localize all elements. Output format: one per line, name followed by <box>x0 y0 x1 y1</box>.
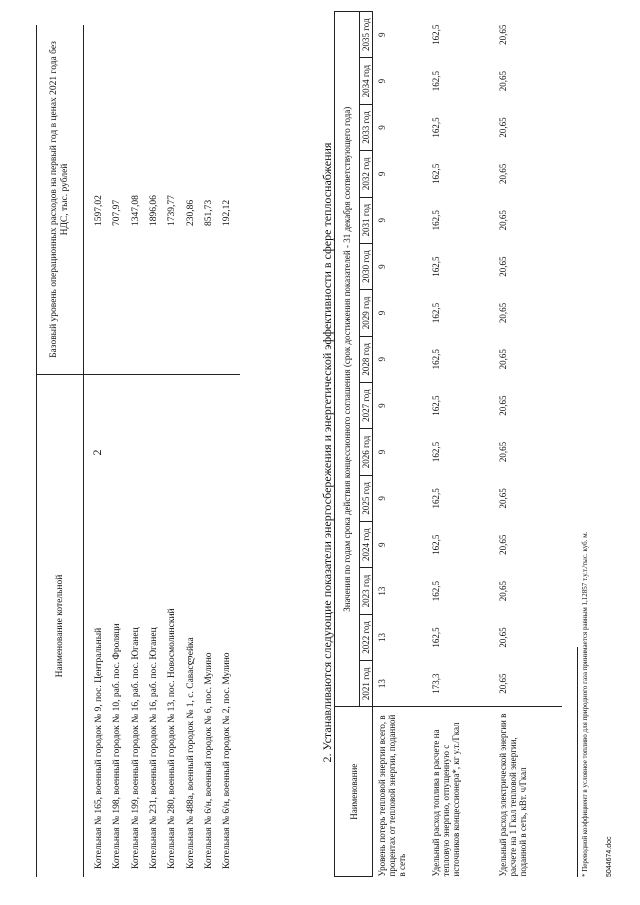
indicator-value: 20,65 <box>498 488 508 509</box>
boiler-value: 1347,08 <box>130 195 141 226</box>
boiler-value: 1597,02 <box>94 195 105 226</box>
table-row <box>200 25 218 877</box>
table1-header-name: Наименование котельной <box>37 375 84 878</box>
year-header: 2026 год <box>360 429 373 475</box>
boiler-name: Котельная № 165, военный городок № 9, пос. Центральный <box>84 375 109 878</box>
boiler-value: 1739,77 <box>167 195 178 226</box>
indicator-value: 20,65 <box>498 163 508 184</box>
boiler-name: Котельная № 488а, военный городок № 1, с. Савасლейка <box>181 375 199 878</box>
table-row <box>84 25 109 877</box>
table-row <box>145 25 163 877</box>
indicator-value: 9 <box>377 496 387 501</box>
indicator-value: 20,65 <box>498 71 508 92</box>
boiler-value: 851,73 <box>203 199 214 226</box>
year-header: 2027 год <box>360 382 373 428</box>
indicator-value: 9 <box>377 125 387 130</box>
boiler-name: Котельная № 231, военный городок № 16, раб. пос. Юганец <box>145 375 163 878</box>
indicator-value: 20,65 <box>498 673 508 694</box>
boiler-name: Котельная № 199, военный городок № 16, раб. пос. Юганец <box>127 375 145 878</box>
table-row <box>218 25 240 877</box>
table-row <box>427 12 494 877</box>
indicator-value: 9 <box>377 171 387 177</box>
indicator-value: 9 <box>377 78 387 84</box>
indicator-value: 20,65 <box>498 534 508 555</box>
year-header: 2032 год <box>360 151 373 197</box>
indicator-value: 9 <box>377 310 387 316</box>
indicator-value: 20,65 <box>498 117 508 138</box>
indicator-value: 9 <box>377 32 387 37</box>
indicator-value: 20,65 <box>498 441 508 463</box>
table-row <box>494 12 562 877</box>
indicator-value: 162,5 <box>431 24 441 45</box>
indicator-name: Удельный расход топлива в расчете на тепловую энергию, отпущенную с источников концессионера*, кг у.т./Гкал <box>427 707 494 877</box>
indicator-value: 9 <box>377 264 387 269</box>
year-header: 2022 год <box>360 614 373 660</box>
section-heading: 2. Устанавливаются следующие показатели энергосбережения и энергетической эффективности в сфере теплоснабжения <box>320 142 334 763</box>
indicator-value: 20,65 <box>498 395 508 416</box>
indicator-value: 162,5 <box>431 627 441 648</box>
efficiency-indicators-table <box>334 11 562 877</box>
indicator-value: 20,65 <box>498 210 508 231</box>
boiler-value: 707,97 <box>112 199 123 226</box>
year-header: 2024 год <box>360 522 373 568</box>
page-number: 2 <box>90 449 104 456</box>
footnote: * Переводной коэффициент в условное топливо для природного газа принимается равным 1,12857 т.у.т./тыс. куб. м. <box>581 531 589 877</box>
indicator-value: 162,5 <box>431 210 441 231</box>
indicator-value: 9 <box>377 357 387 362</box>
indicator-value: 13 <box>377 586 387 596</box>
year-header: 2023 год <box>360 568 373 614</box>
indicator-value: 162,5 <box>431 163 441 184</box>
year-header: 2034 год <box>360 58 373 104</box>
indicator-value: 173,3 <box>431 673 441 694</box>
boiler-value: 230,86 <box>185 199 196 226</box>
boiler-opex-table <box>36 25 240 877</box>
indicator-value: 9 <box>377 542 387 547</box>
boiler-name: Котельная № 198, военный городок № 10, раб. пос. Фроляци <box>108 375 126 878</box>
boiler-name: Котельная № 6/н, военный городок № 6, пос. Мулино <box>200 375 218 878</box>
year-header: 2030 год <box>360 243 373 289</box>
table-row <box>181 25 199 877</box>
indicator-value: 20,65 <box>498 256 508 277</box>
boiler-value: 192,12 <box>222 199 233 226</box>
indicator-value: 9 <box>377 217 387 223</box>
indicator-value: 162,5 <box>431 117 441 138</box>
table-row <box>127 25 145 877</box>
indicator-value: 162,5 <box>431 256 441 277</box>
indicator-value: 20,65 <box>498 302 508 324</box>
indicator-name: Удельный расход электрической энергии в расчете на 1 Гкал тепловой энергии, поданной в сеть, кВт. ч/Гкал <box>494 707 562 877</box>
table2-header-name: Наименование <box>335 707 373 877</box>
indicator-value: 9 <box>377 403 387 408</box>
document-id: 5044674.doc <box>606 836 613 877</box>
indicator-value: 13 <box>377 679 387 689</box>
year-header: 2028 год <box>360 336 373 382</box>
indicator-value: 20,65 <box>498 349 508 370</box>
indicator-value: 162,5 <box>431 302 441 324</box>
footnote-rule <box>577 647 578 877</box>
table1-header-value: Базовый уровень операционных расходов на первый год в ценах 2021 года без НДС, тыс. рублей <box>37 25 84 375</box>
indicator-value: 20,65 <box>498 24 508 45</box>
year-header: 2035 год <box>360 12 373 58</box>
indicator-value: 162,5 <box>431 71 441 92</box>
indicator-name: Уровень потерь тепловой энергии всего, в процентах от тепловой энергии, поданной в сеть <box>373 707 428 877</box>
indicator-value: 162,5 <box>431 534 441 555</box>
table-row <box>163 25 181 877</box>
indicator-value: 162,5 <box>431 441 441 463</box>
indicator-value: 162,5 <box>431 349 441 370</box>
indicator-value: 13 <box>377 632 387 642</box>
table-row <box>373 12 428 877</box>
table-row <box>108 25 126 877</box>
year-header: 2031 год <box>360 197 373 243</box>
year-header: 2033 год <box>360 104 373 150</box>
boiler-name: Котельная № 280, военный городок № 13, пос. Новосмолинский <box>163 375 181 878</box>
indicator-value: 9 <box>377 449 387 455</box>
boiler-name: Котельная № 6/н, военный городок № 2, пос. Мулино <box>218 375 240 878</box>
year-header: 2029 год <box>360 290 373 336</box>
boiler-value: 1896,06 <box>149 195 160 226</box>
indicator-value: 20,65 <box>498 627 508 648</box>
year-header: 2025 год <box>360 475 373 521</box>
indicator-value: 162,5 <box>431 488 441 509</box>
indicator-value: 162,5 <box>431 580 441 602</box>
year-header: 2021 год <box>360 661 373 707</box>
table2-header-group: Значения по годам срока действия концессионного соглашения (срок достижения показателей - 31 декабря соответствующего года) <box>335 12 360 707</box>
indicator-value: 162,5 <box>431 395 441 416</box>
indicator-value: 20,65 <box>498 580 508 602</box>
